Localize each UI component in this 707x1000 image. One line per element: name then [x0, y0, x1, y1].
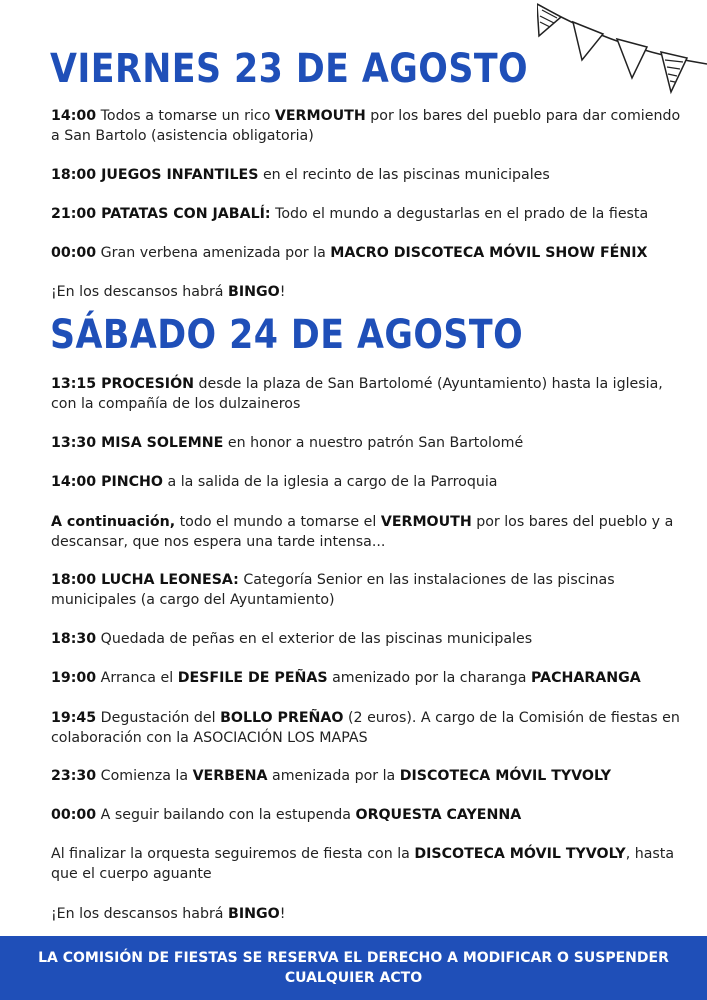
bold-text: 19:00: [51, 670, 97, 686]
bold-text: DESFILE DE PEÑAS: [177, 670, 328, 686]
bold-text: 19:45: [51, 710, 97, 726]
bold-text: 18:30: [51, 631, 97, 647]
bold-text: 21:00 PATATAS CON JABALÍ:: [51, 206, 271, 222]
friday-title: VIERNES 23 DE AGOSTO: [50, 46, 529, 92]
footer-line-1: LA COMISIÓN DE FIESTAS SE RESERVA EL DERECHO A MODIFICAR O SUSPENDER: [38, 950, 669, 966]
bold-text: VERBENA: [192, 768, 268, 784]
bold-text: DISCOTECA MÓVIL TYVOLY: [399, 768, 612, 784]
bold-text: 14:00 PINCHO: [51, 474, 163, 490]
saturday-item-pincho: 14:00 PINCHO a la salida de la iglesia a cargo de la Parroquia: [51, 474, 498, 490]
bold-text: MACRO DISCOTECA MÓVIL SHOW FÉNIX: [330, 245, 648, 261]
bold-text: PACHARANGA: [531, 670, 641, 686]
bold-text: 23:30: [51, 768, 97, 784]
bold-text: ORQUESTA CAYENNA: [355, 807, 522, 823]
bold-text: VERMOUTH: [380, 514, 472, 530]
bold-text: 13:15 PROCESIÓN: [51, 376, 195, 392]
bold-text: 18:00 LUCHA LEONESA:: [51, 572, 239, 588]
friday-item-verbena: 00:00 Gran verbena amenizada por la MACRO DISCOTECA MÓVIL SHOW FÉNIX: [51, 245, 648, 261]
saturday-item-orquesta: 00:00 A seguir bailando con la estupenda ORQUESTA CAYENNA: [51, 807, 522, 823]
friday-item-juegos: 18:00 JUEGOS INFANTILES en el recinto de las piscinas municipales: [51, 167, 550, 183]
bold-text: 18:00 JUEGOS INFANTILES: [51, 167, 259, 183]
bold-text: 00:00: [51, 245, 97, 261]
saturday-item-misa: 13:30 MISA SOLEMNE en honor a nuestro patrón San Bartolomé: [51, 435, 524, 451]
footer-banner: [0, 936, 707, 1000]
saturday-item-verbena: 23:30 Comienza la VERBENA amenizada por la DISCOTECA MÓVIL TYVOLY: [51, 768, 612, 784]
friday-item-patatas: 21:00 PATATAS CON JABALÍ: Todo el mundo a degustarlas en el prado de la fiesta: [51, 206, 649, 222]
bold-text: BOLLO PREÑAO: [220, 710, 344, 726]
bold-text: VERMOUTH: [274, 108, 366, 124]
bold-text: BINGO: [228, 906, 280, 922]
friday-item-1400: 14:00 Todos a tomarse un rico VERMOUTH por los bares del pueblo para dar comiendo a San Bartolo (asistencia obligatoria): [51, 108, 681, 144]
saturday-item-procesion: 13:15 PROCESIÓN desde la plaza de San Bartolomé (Ayuntamiento) hasta la iglesia, con la compañía de los dulzaineros: [51, 376, 663, 412]
saturday-item-bingo: ¡En los descansos habrá BINGO!: [51, 906, 286, 922]
bold-text: DISCOTECA MÓVIL TYVOLY: [414, 846, 626, 862]
bold-text: 13:30 MISA SOLEMNE: [51, 435, 224, 451]
bold-text: A continuación,: [51, 514, 176, 530]
bold-text: BINGO: [228, 284, 280, 300]
saturday-item-bollo: 19:45 Degustación del BOLLO PREÑAO (2 euros). A cargo de la Comisión de fiestas en colaboración con la ASOCIACIÓN LOS MAPAS: [51, 710, 680, 746]
saturday-item-quedada: 18:30 Quedada de peñas en el exterior de las piscinas municipales: [51, 631, 533, 647]
saturday-item-desfile: 19:00 Arranca el DESFILE DE PEÑAS amenizado por la charanga PACHARANGA: [51, 670, 641, 686]
saturday-item-continuacion: A continuación, todo el mundo a tomarse el VERMOUTH por los bares del pueblo y a descansar, que nos espera una tarde intensa...: [51, 514, 674, 550]
bold-text: 00:00: [51, 807, 97, 823]
saturday-title: SÁBADO 24 DE AGOSTO: [50, 312, 524, 358]
bold-text: 14:00: [51, 108, 97, 124]
saturday-item-lucha: 18:00 LUCHA LEONESA: Categoría Senior en las instalaciones de las piscinas municipales (a cargo del Ayuntamiento): [51, 572, 615, 608]
friday-item-bingo: ¡En los descansos habrá BINGO!: [51, 284, 286, 300]
footer-line-2: CUALQUIER ACTO: [284, 970, 423, 986]
saturday-item-discoteca: Al finalizar la orquesta seguiremos de fiesta con la DISCOTECA MÓVIL TYVOLY, hasta que el cuerpo aguante: [51, 846, 675, 882]
bunting-decoration: [537, 0, 707, 100]
